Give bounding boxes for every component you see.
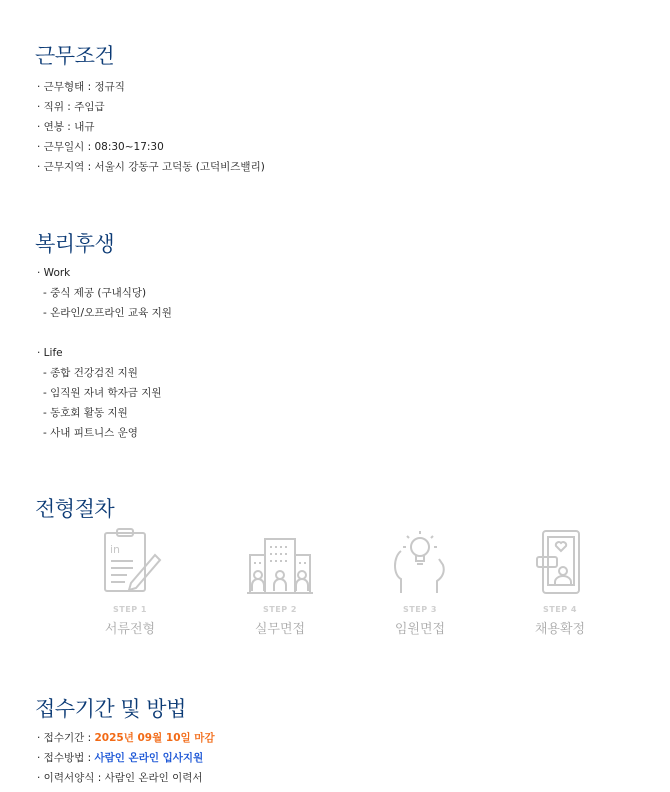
welfare-life-item xyxy=(37,423,172,443)
welfare-work-heading: · Work xyxy=(37,267,71,279)
apply-label: · 이력서양식 : xyxy=(37,772,105,784)
condition-label: · 근무형태 : xyxy=(37,81,95,93)
apply-deadline: 2025년 09월 10일 마감 xyxy=(94,732,215,744)
condition-position xyxy=(37,97,265,117)
apply-list xyxy=(37,728,215,788)
resume-document-icon xyxy=(97,527,163,597)
condition-value: 정규직 xyxy=(94,81,125,93)
welfare-list xyxy=(37,263,172,443)
step-1 xyxy=(65,527,195,637)
condition-employment-type xyxy=(37,77,265,97)
condition-salary xyxy=(37,117,265,137)
welfare-item-text: - 종합 건강검진 지원 xyxy=(43,367,138,379)
conditions-title: 근무조건 xyxy=(35,44,115,68)
condition-value: 내규 xyxy=(74,121,95,133)
welfare-item-text: - 임직원 자녀 학자금 지원 xyxy=(43,387,162,399)
step-number: STEP 2 xyxy=(263,605,297,614)
welfare-life-item xyxy=(37,363,172,383)
spacer xyxy=(37,323,172,343)
phone-heart-icon xyxy=(527,527,593,597)
conditions-list xyxy=(37,77,265,177)
head-lightbulb-icon xyxy=(387,527,453,597)
process-steps xyxy=(65,527,625,647)
condition-label: · 근무지역 : xyxy=(37,161,95,173)
office-building-icon xyxy=(245,527,315,597)
condition-label: · 직위 : xyxy=(37,101,75,113)
welfare-life-heading: · Life xyxy=(37,347,63,359)
welfare-life-item xyxy=(37,403,172,423)
welfare-work-item xyxy=(37,283,172,303)
condition-value: 주임급 xyxy=(74,101,105,113)
step-4 xyxy=(495,527,625,637)
step-number: STEP 4 xyxy=(543,605,577,614)
step-number: STEP 3 xyxy=(403,605,437,614)
apply-label: · 접수기간 : xyxy=(37,732,95,744)
apply-form xyxy=(37,768,215,788)
welfare-work-item xyxy=(37,303,172,323)
apply-method xyxy=(37,748,215,768)
welfare-item-text: - 동호회 활동 지원 xyxy=(43,407,128,419)
step-name: 실무면접 xyxy=(254,622,306,637)
welfare-title: 복리후생 xyxy=(35,232,115,256)
apply-form-value: 사람인 온라인 이력서 xyxy=(104,772,203,784)
svg-text:in: in xyxy=(110,543,121,556)
step-number: STEP 1 xyxy=(113,605,147,614)
step-2 xyxy=(215,527,345,637)
condition-value: 서울시 강동구 고덕동 (고덕비즈밸리) xyxy=(94,161,265,173)
condition-value: 08:30~17:30 xyxy=(94,141,164,153)
apply-title: 접수기간 및 방법 xyxy=(35,697,186,721)
condition-label: · 근무일시 : xyxy=(37,141,95,153)
step-3 xyxy=(355,527,485,637)
welfare-life-item xyxy=(37,383,172,403)
condition-location xyxy=(37,157,265,177)
welfare-item-text: - 중식 제공 (구내식당) xyxy=(43,287,147,299)
apply-method-value: 사람인 온라인 입사지원 xyxy=(94,752,204,764)
welfare-item-text: - 사내 피트니스 운영 xyxy=(43,427,138,439)
step-name: 채용확정 xyxy=(534,622,586,637)
step-name: 임원면접 xyxy=(394,622,446,637)
apply-label: · 접수방법 : xyxy=(37,752,95,764)
condition-hours xyxy=(37,137,265,157)
condition-label: · 연봉 : xyxy=(37,121,75,133)
welfare-item-text: - 온라인/오프라인 교육 지원 xyxy=(43,307,172,319)
process-title: 전형절차 xyxy=(35,497,115,521)
apply-period xyxy=(37,728,215,748)
step-name: 서류전형 xyxy=(104,622,156,637)
